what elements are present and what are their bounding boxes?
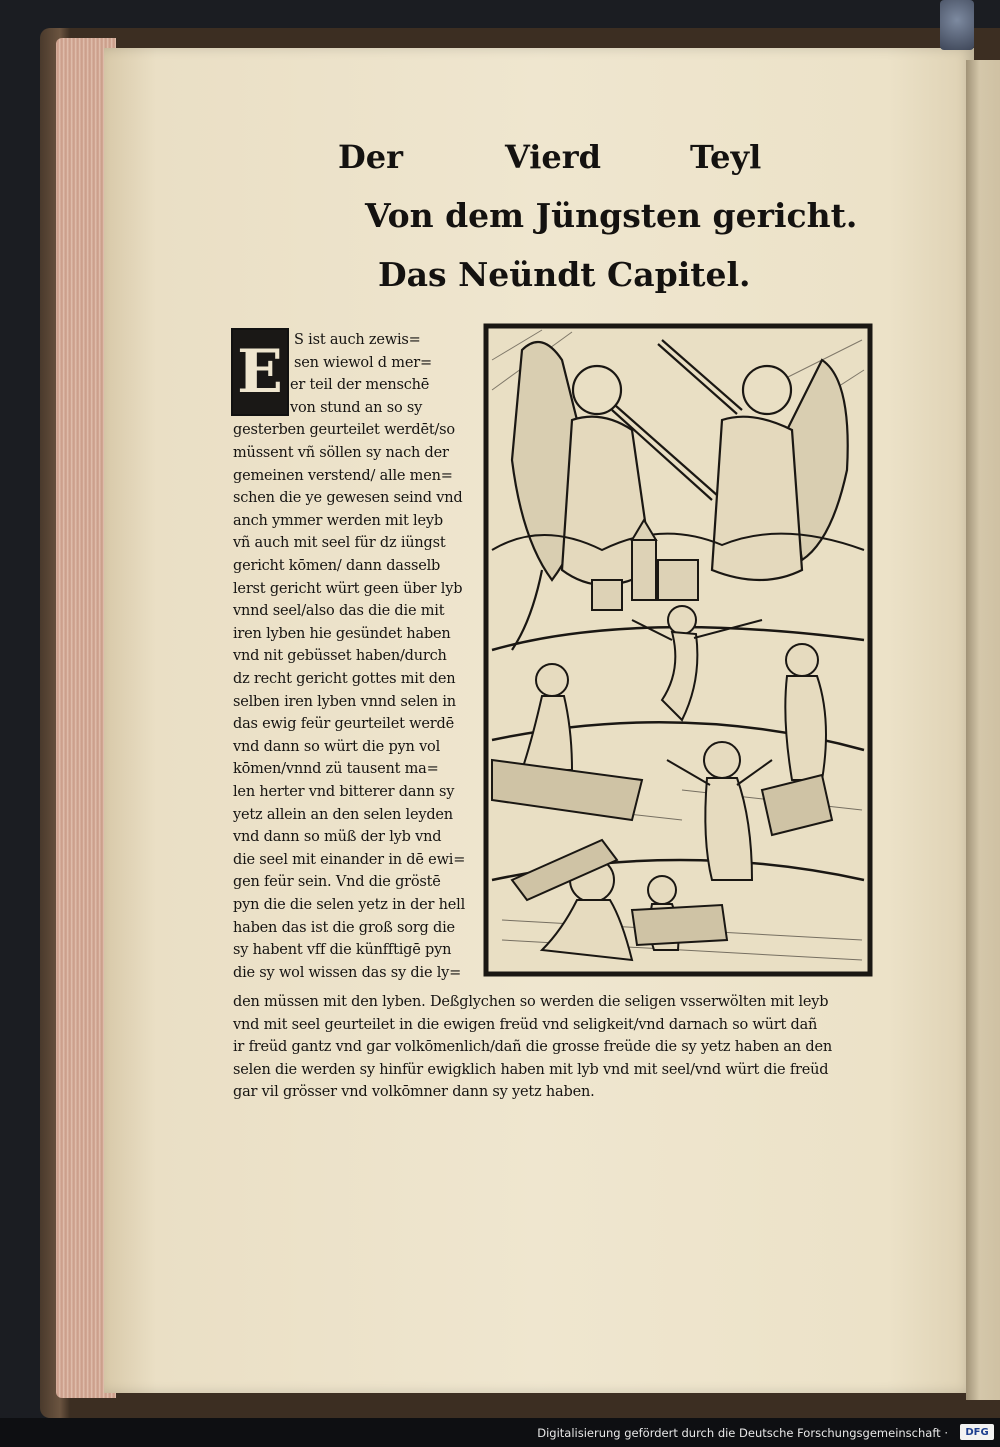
text-line: len herter vnd bitterer dann sy: [233, 784, 455, 800]
text-line-full: den müssen mit den lyben. Deßglychen so werden die seligen vsserwölten mit leyb: [233, 994, 829, 1010]
text-line: gericht kōmen/ dann dasselb: [233, 558, 441, 574]
text-line: von stund an so sy: [290, 399, 423, 416]
text-line: vnd nit gebüsset haben/durch: [233, 648, 447, 665]
text-line: gemeinen verstend/ alle men=: [233, 467, 453, 484]
chapter-number: Das Neündt Capitel.: [378, 255, 751, 294]
text-line: vnd dann so würt die pyn vol: [233, 738, 441, 755]
decorated-initial: E: [231, 328, 289, 416]
bookmark-ribbon: [940, 0, 974, 50]
running-header-middle: Vierd: [505, 138, 602, 176]
text-line: müssent vñ söllen sy nach der: [233, 445, 449, 461]
text-line: lerst gericht würt geen über lyb: [233, 580, 463, 597]
text-line: vñ auch mit seel für dz iüngst: [233, 535, 446, 552]
text-line: vnnd seel/also das die die mit: [233, 603, 445, 620]
text-line: das ewig feür geurteilet werdē: [233, 716, 454, 733]
text-line: gesterben geurteilet werdēt/so: [233, 422, 455, 439]
text-line: dz recht gericht gottes mit den: [233, 671, 456, 687]
text-line-full: ir freüd gantz vnd gar volkōmenlich/dañ die grosse freüde die sy yetz haben an den: [233, 1039, 832, 1056]
text-line: schen die ye gewesen seind vnd: [233, 490, 463, 507]
woodcut-illustration: [482, 320, 874, 980]
text-line: vnd dann so müß der lyb vnd: [233, 829, 442, 846]
text-line: S ist auch zewis=: [294, 332, 421, 348]
text-line-full: selen die werden sy hinfür ewigklich haben mit lyb vnd mit seel/vnd würt die freüd: [233, 1061, 829, 1078]
text-line-full: gar vil grösser vnd volkōmner dann sy yetz haben.: [233, 1084, 595, 1101]
running-header-right: Teyl: [690, 138, 762, 176]
text-line: er teil der menschē: [290, 377, 430, 394]
facing-page-edge: [966, 60, 1000, 1400]
text-line: anch ymmer werden mit leyb: [233, 512, 443, 529]
text-line: die sy wol wissen das sy die ly=: [233, 964, 462, 981]
text-line-full: vnd mit seel geurteilet in die ewigen freüd vnd seligkeit/vnd darnach so würt dañ: [233, 1016, 818, 1033]
text-line: pyn die die selen yetz in der hell: [233, 897, 466, 913]
text-line: yetz allein an den selen leyden: [233, 806, 453, 823]
text-line: die seel mit einander in dē ewi=: [233, 851, 466, 868]
footer-credit: Digitalisierung gefördert durch die Deutsche Forschungsgemeinschaft ·: [537, 1426, 948, 1440]
chapter-title: Von dem Jüngsten gericht.: [365, 196, 858, 235]
text-line: kōmen/vnnd zü tausent ma=: [233, 761, 439, 778]
text-line: iren lyben hie gesündet haben: [233, 625, 451, 642]
text-line: haben das ist die groß sorg die: [233, 919, 455, 936]
text-line: sy habent vff die künfftigē pyn: [233, 942, 452, 959]
dfg-logo: DFG: [960, 1424, 994, 1440]
text-line: gen feür sein. Vnd die gröstē: [233, 874, 441, 891]
running-header-left: Der: [338, 138, 403, 176]
text-line: sen wiewol d mer=: [294, 354, 432, 371]
text-line: selben iren lyben vnnd selen in: [233, 693, 456, 710]
